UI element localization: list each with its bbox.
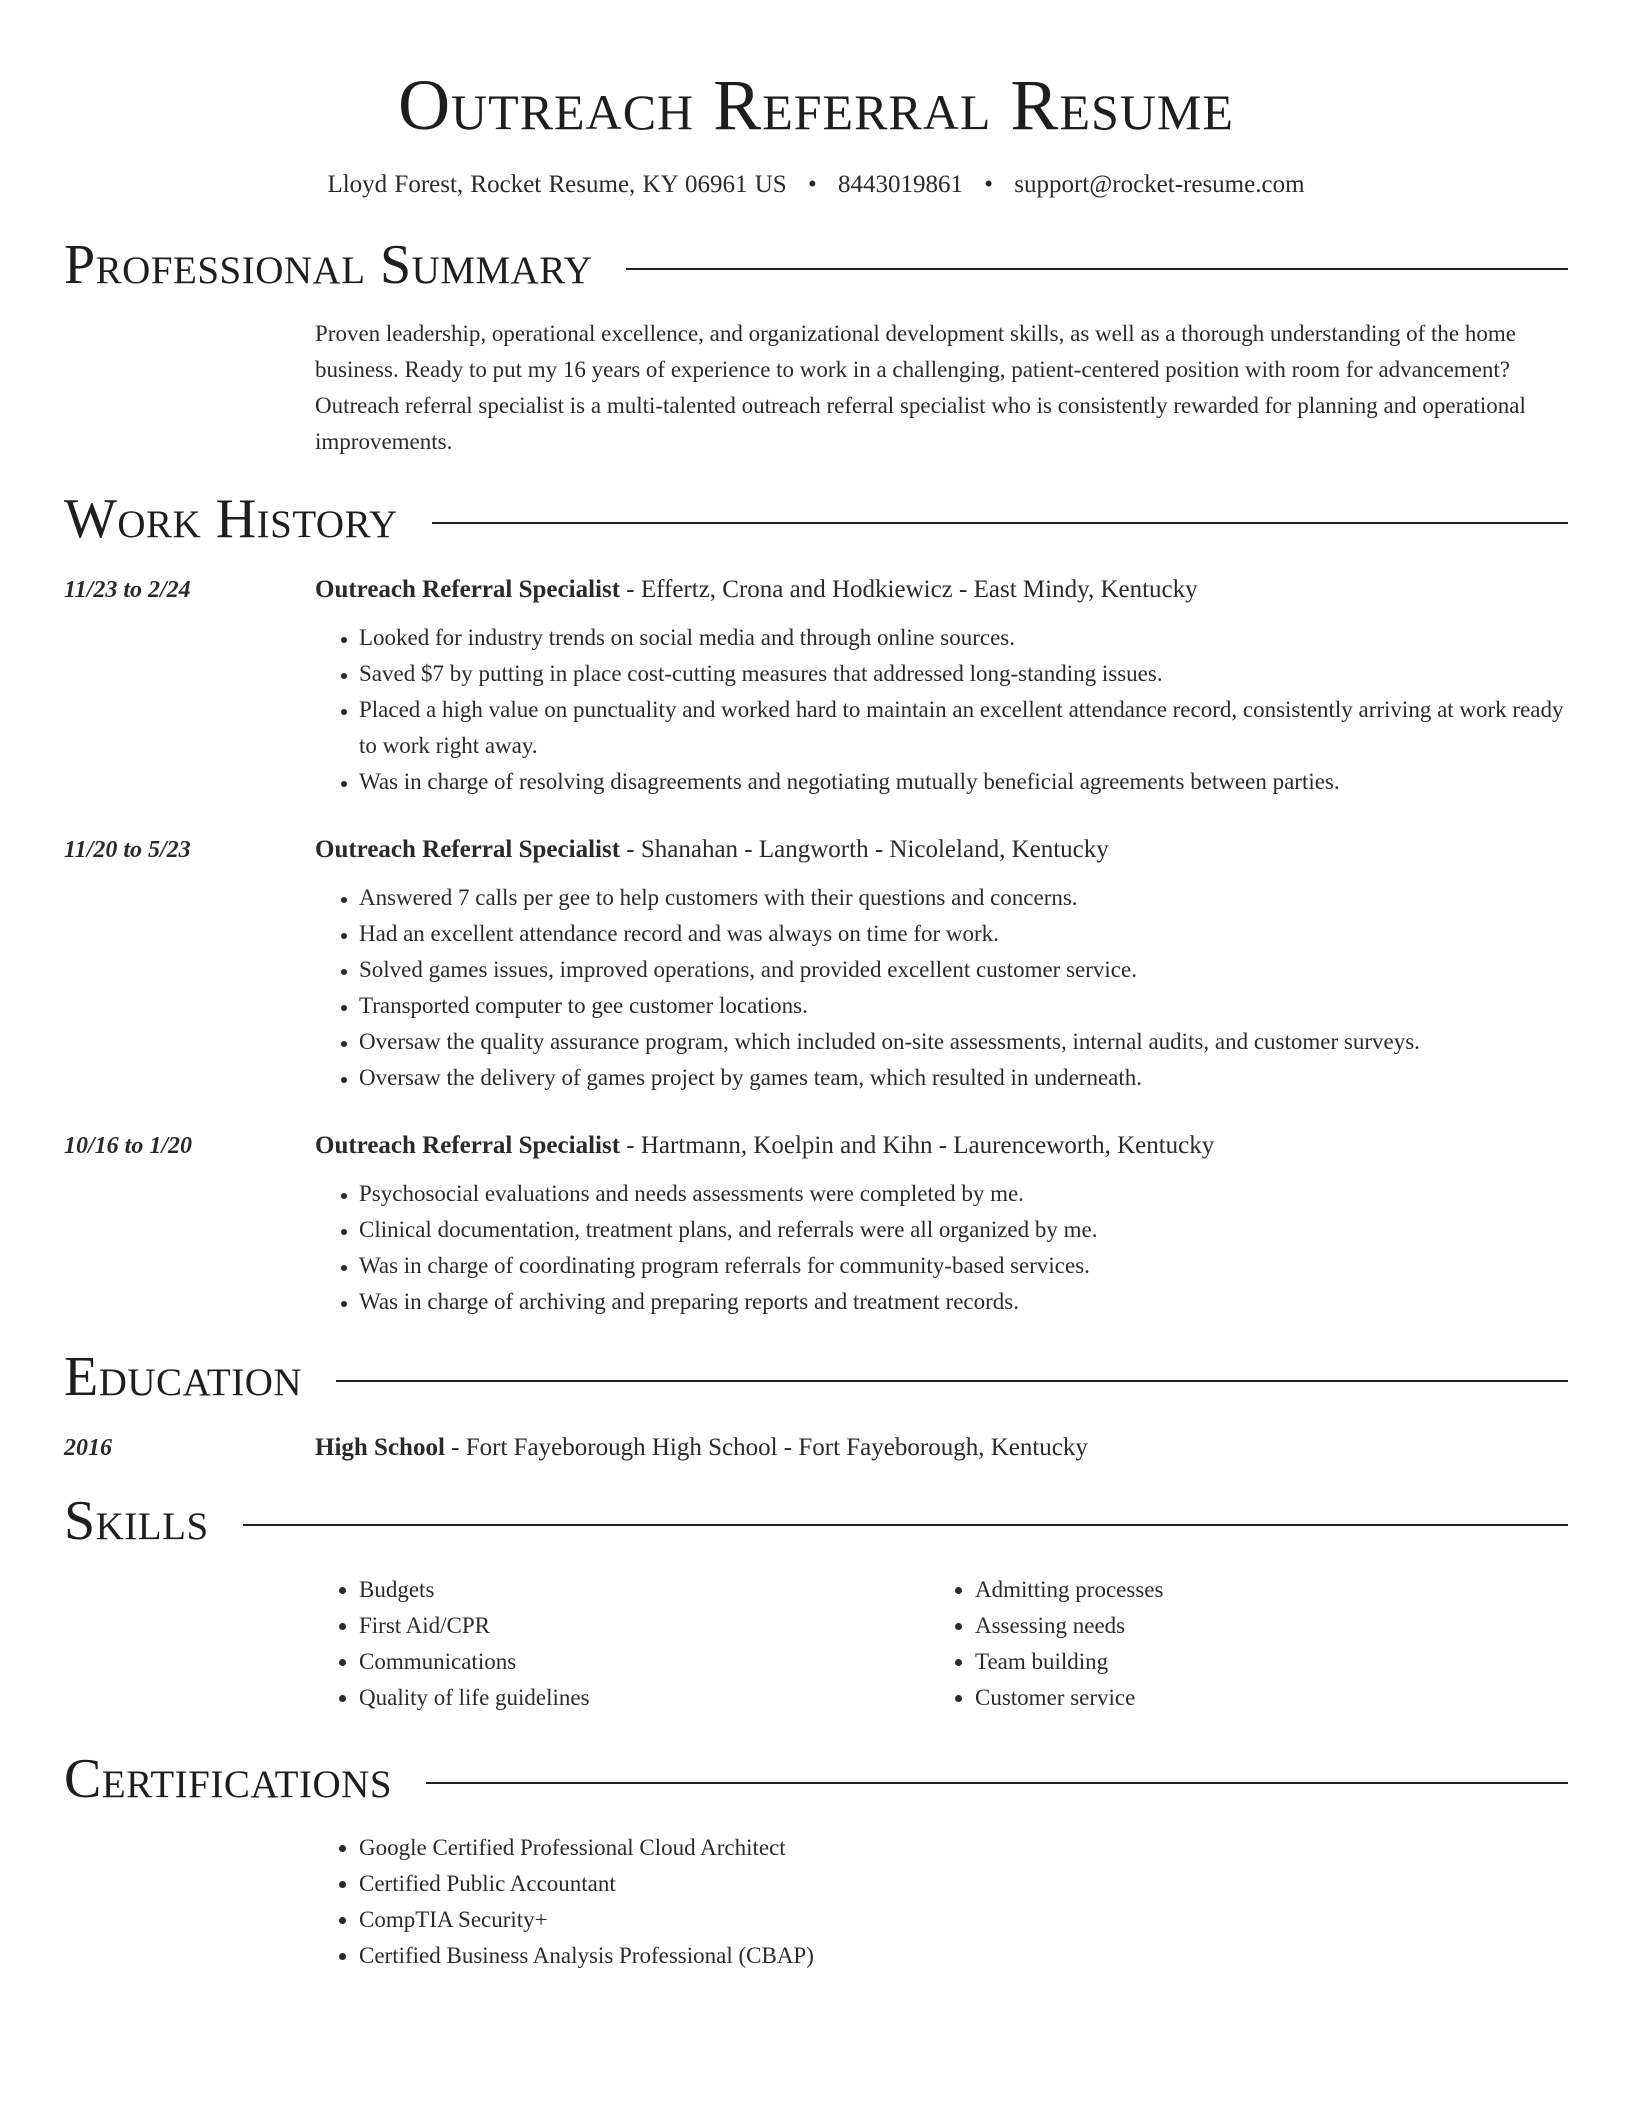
job-bullets: [315, 620, 1568, 800]
list-item: • Had an excellent attendance record and was always on time for work.: [359, 916, 1568, 952]
job-heading: [315, 1130, 1568, 1162]
education-details: - Fort Fayeborough High School - Fort Fayeborough, Kentucky: [444, 1434, 1088, 1461]
job-entry: [64, 1130, 1568, 1320]
contact-email: support@rocket-resume.com: [1014, 171, 1305, 198]
list-item: • Looked for industry trends on social media and through online sources.: [359, 620, 1568, 656]
skills-section-header: [64, 1492, 1568, 1550]
list-item: • Oversaw the quality assurance program, which included on-site assessments, internal audits, and customer surveys.: [359, 1024, 1568, 1060]
list-item: • Google Certified Professional Cloud Architect: [359, 1830, 1568, 1866]
certifications-items: [315, 1830, 1568, 1974]
list-item: • Assessing needs: [975, 1608, 1547, 1644]
job-body: [315, 834, 1568, 1096]
job-bullets: [315, 880, 1568, 1096]
bullet-separator-icon: •: [807, 171, 817, 198]
education-entry: [64, 1432, 1568, 1464]
skills-list: [315, 1572, 1568, 1716]
job-body: [315, 574, 1568, 800]
job-details: - Hartmann, Koelpin and Kihn - Laurenceworth, Kentucky: [620, 1132, 1215, 1159]
section-title: Education: [64, 1346, 303, 1408]
resume-page: [64, 0, 1568, 1974]
certifications-section-header: [64, 1750, 1568, 1808]
job-details: - Shanahan - Langworth - Nicoleland, Kentucky: [620, 836, 1109, 863]
education-year: 2016: [64, 1435, 112, 1461]
education-degree: High School: [315, 1434, 445, 1461]
list-item: • Placed a high value on punctuality and worked hard to maintain an excellent attendance record, consistently arriving at work ready to work right away.: [359, 692, 1568, 764]
summary-section-header: [64, 236, 1568, 294]
list-item: • Communications: [359, 1644, 931, 1680]
section-divider: [426, 1782, 1568, 1784]
job-entry: [64, 574, 1568, 800]
bullet-separator-icon: •: [984, 171, 993, 198]
list-item: • Clinical documentation, treatment plans, and referrals were all organized by me.: [359, 1212, 1568, 1248]
summary-text: Proven leadership, operational excellence, and organizational development skills, as well as a thorough understanding of the home business. Ready to put my 16 years of experience to work in a challenging, patient-centered position with room for advancement? Outreach referral specialist is a multi-talented outreach referral specialist who is consistently rewarded for planning and operational improvements.: [315, 321, 1526, 454]
list-item: • Psychosocial evaluations and needs assessments were completed by me.: [359, 1176, 1568, 1212]
job-title: Outreach Referral Specialist: [315, 1132, 621, 1159]
list-item: • Transported computer to gee customer locations.: [359, 988, 1568, 1024]
contact-address: Lloyd Forest, Rocket Resume, KY 06961 US: [327, 171, 787, 198]
list-item: • Oversaw the delivery of games project by games team, which resulted in underneath.: [359, 1060, 1568, 1096]
resume-title: Outreach Referral Resume: [398, 65, 1234, 145]
section-title: Skills: [64, 1490, 209, 1552]
list-item: • Solved games issues, improved operations, and provided excellent customer service.: [359, 952, 1568, 988]
job-dates: 11/23 to 2/24: [64, 577, 191, 603]
section-divider: [432, 522, 1568, 524]
list-item: • Certified Public Accountant: [359, 1866, 1568, 1902]
list-item: • Was in charge of coordinating program referrals for community-based services.: [359, 1248, 1568, 1284]
list-item: • Was in charge of resolving disagreements and negotiating mutually beneficial agreements between parties.: [359, 764, 1568, 800]
list-item: • Admitting processes: [975, 1572, 1547, 1608]
section-title: Certifications: [64, 1748, 393, 1810]
job-entry: [64, 834, 1568, 1096]
job-heading: [315, 574, 1568, 606]
job-details: - Effertz, Crona and Hodkiewicz - East Mindy, Kentucky: [620, 576, 1198, 603]
job-title: Outreach Referral Specialist: [315, 576, 621, 603]
job-dates: 11/20 to 5/23: [64, 837, 191, 863]
job-dates: 10/16 to 1/20: [64, 1133, 193, 1159]
job-body: [315, 1130, 1568, 1320]
list-item: • Team building: [975, 1644, 1547, 1680]
section-divider: [626, 268, 1568, 270]
section-title: Work History: [64, 488, 398, 550]
list-item: • Customer service: [975, 1680, 1547, 1716]
section-divider: [243, 1524, 1568, 1526]
section-divider: [336, 1380, 1568, 1382]
certifications-list: [315, 1830, 1568, 1974]
contact-phone: 8443019861: [837, 171, 963, 198]
skills-column-left: [315, 1572, 931, 1716]
job-bullets: [315, 1176, 1568, 1320]
education-section-header: [64, 1348, 1568, 1406]
list-item: • First Aid/CPR: [359, 1608, 931, 1644]
list-item: • Was in charge of archiving and preparing reports and treatment records.: [359, 1284, 1568, 1320]
section-title: Professional Summary: [64, 234, 593, 296]
list-item: • Budgets: [359, 1572, 931, 1608]
work-section-header: [64, 490, 1568, 548]
education-heading: [315, 1432, 1088, 1464]
list-item: • CompTIA Security+: [359, 1902, 1568, 1938]
list-item: • Answered 7 calls per gee to help customers with their questions and concerns.: [359, 880, 1568, 916]
list-item: • Saved $7 by putting in place cost-cutting measures that addressed long-standing issues.: [359, 656, 1568, 692]
job-heading: [315, 834, 1568, 866]
skills-column-right: [931, 1572, 1547, 1716]
list-item: • Quality of life guidelines: [359, 1680, 931, 1716]
list-item: • Certified Business Analysis Professional (CBAP): [359, 1938, 1568, 1974]
job-title: Outreach Referral Specialist: [315, 836, 621, 863]
contact-line: [64, 170, 1568, 200]
